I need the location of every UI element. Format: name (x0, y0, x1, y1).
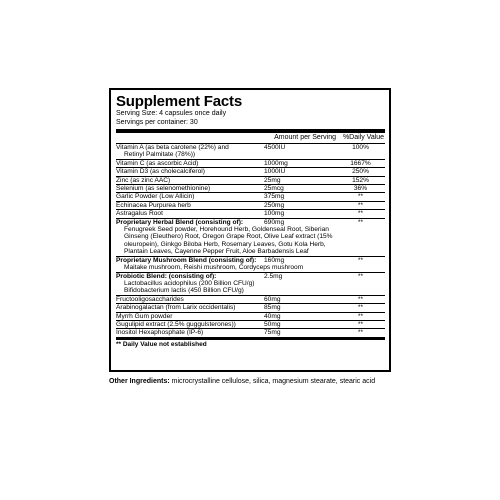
amount: 250mg (264, 201, 285, 209)
other-ingredients (109, 378, 399, 387)
amount: 85mg (264, 304, 281, 312)
blend-name: Proprietary Mushroom Blend (consisting of): (116, 256, 257, 264)
nutrient-name: Inositol Hexaphosphate (IP-6) (116, 329, 204, 337)
nutrient-name: Myrrh Gum powder (116, 312, 173, 320)
nutrient-name: Selenium (as selenomethionine) (116, 185, 211, 193)
table-row (116, 177, 385, 185)
amount: 40mg (264, 312, 281, 320)
column-header (116, 133, 385, 144)
daily-value: ** (357, 295, 364, 303)
table-row (116, 202, 385, 210)
amount: 25mcg (264, 185, 284, 193)
table-row (116, 144, 385, 160)
table-row (116, 313, 385, 321)
daily-value: 1667% (350, 159, 371, 167)
nutrient-name: Echinacea Purpurea herb (116, 201, 191, 209)
nutrient-name: Arabinogalactan (from Larix occidentalis) (116, 304, 236, 312)
daily-value: ** (357, 272, 364, 280)
dv-header: %Daily Value (342, 134, 385, 141)
blend-ingredients: Lactobacillus acidophilus (200 Billion CFU/g) (124, 279, 255, 287)
nutrient-name-cont: Retinyl Palmitate (78%)) (124, 151, 196, 159)
nutrient-name: Astragalus Root (116, 210, 163, 218)
blend-name: Proprietary Herbal Blend (consisting of): (116, 218, 244, 226)
nutrient-name: Gugulipid extract (2.5% guggulsterones)) (116, 320, 236, 328)
table-row (116, 193, 385, 201)
blend-ingredients: Fenugreek Seed powder, Horehound Herb, Goldenseal Root, Siberian Ginseng (Eleuthero) Root, Oregon Grape Root, Olive Leaf extract (15% oleuropein), Ginkgo Biloba Herb, Rosemary Leaves, Gotu Kola Herb, Plantain Leaves, Cayenne Pepper Fruit, Aloe Barbadensis Leaf (124, 226, 333, 256)
other-ingredients-text: microcrystalline cellulose, silica, magnesium stearate, stearic acid (169, 378, 376, 385)
amount: 100mg (264, 210, 285, 218)
table-row (116, 185, 385, 193)
supplement-facts-panel (109, 88, 391, 372)
daily-value: ** (357, 201, 364, 209)
daily-value: 250% (352, 168, 369, 176)
daily-value: 152% (352, 176, 369, 184)
serving-size: Serving Size: 4 capsules once daily (116, 110, 227, 117)
amount: 75mg (264, 329, 281, 337)
blend-row (116, 257, 385, 273)
amount-header: Amount per Serving (274, 134, 336, 141)
blend-row (116, 273, 385, 296)
table-row (116, 210, 385, 218)
nutrient-name: Vitamin D3 (as cholecalciferol) (116, 168, 205, 176)
amount: 60mg (264, 295, 281, 303)
table-row (116, 160, 385, 168)
servings-per-container: Servings per container: 30 (116, 118, 198, 126)
amount: 2.5mg (264, 272, 283, 280)
daily-value: ** (357, 218, 364, 226)
daily-value: ** (357, 312, 364, 320)
table-row (116, 329, 385, 339)
amount: 375mg (264, 193, 285, 201)
footnote: ** Daily Value not established (116, 340, 207, 348)
amount: 160mg (264, 256, 285, 264)
blend-row (116, 219, 385, 257)
blend-ingredients: Maitake mushroom, Reishi mushroom, Cordyceps mushroom (124, 264, 304, 272)
nutrient-name: Vitamin A (as beta carotene (22%) and (116, 144, 229, 151)
daily-value: ** (357, 320, 364, 328)
nutrient-name: Zinc (as zinc AAC) (116, 176, 171, 184)
nutrient-name: Vitamin C (as ascorbic Acid) (116, 159, 199, 167)
daily-value: 36% (353, 185, 368, 193)
blend-name: Probiotic Blend: (consisting of): (116, 272, 217, 280)
amount: 4500IU (264, 144, 286, 151)
panel-title: Supplement Facts (116, 93, 242, 110)
daily-value: ** (357, 193, 364, 201)
other-ingredients-label: Other Ingredients: (109, 378, 170, 385)
daily-value: ** (357, 304, 364, 312)
amount: 1000IU (264, 168, 286, 176)
nutrient-name: Garlic Powder (Low Allicin) (116, 193, 195, 201)
daily-value: ** (357, 210, 364, 218)
table-row (116, 321, 385, 329)
nutrient-name: Fructooligosaccharides (116, 295, 184, 303)
table-row (116, 168, 385, 176)
amount: 25mg (264, 176, 281, 184)
blend-ingredients-cont: Bifidobacterium lactis (450 Billion CFU/g) (124, 287, 244, 295)
amount: 1000mg (264, 159, 288, 167)
amount: 50mg (264, 320, 281, 328)
daily-value: 100% (352, 144, 369, 151)
daily-value: ** (357, 256, 364, 264)
table-row (116, 296, 385, 304)
amount: 690mg (264, 218, 285, 226)
table-row (116, 304, 385, 312)
daily-value: ** (357, 329, 364, 337)
